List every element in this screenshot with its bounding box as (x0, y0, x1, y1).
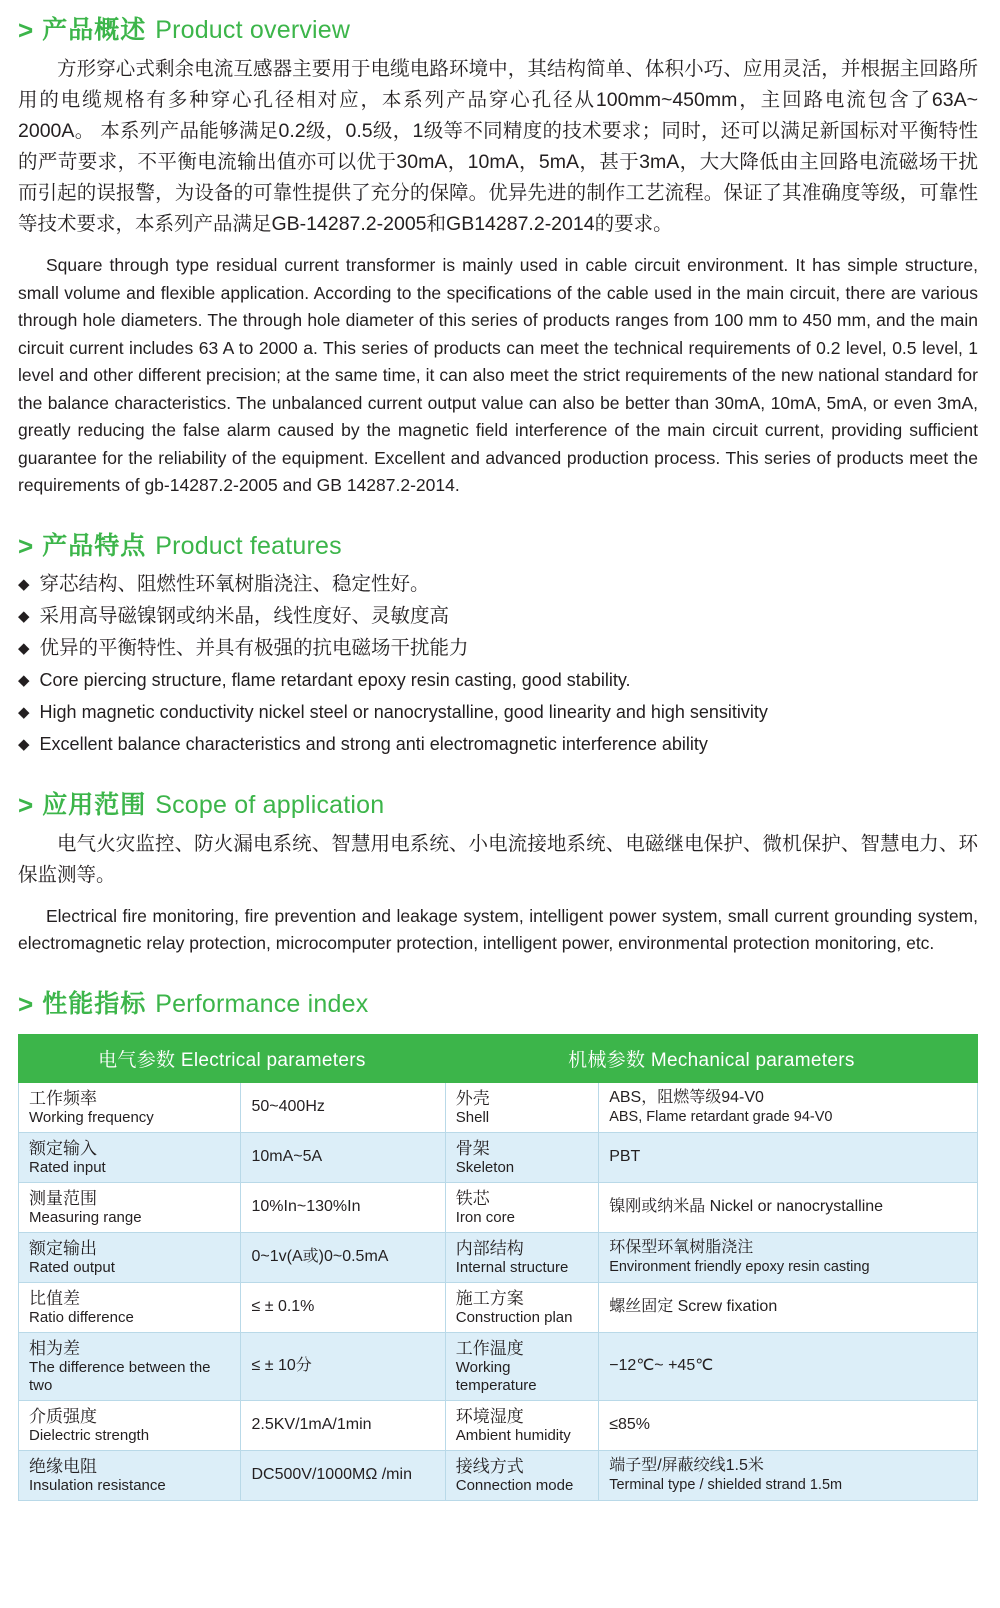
label-cn: 比值差 (29, 1288, 80, 1308)
cell-electrical-label (19, 1182, 241, 1232)
label-cn: 环境湿度 (455, 1406, 524, 1426)
cell-electrical-value (241, 1232, 445, 1282)
list-item (18, 634, 978, 663)
label-en: The difference between the two (29, 1358, 211, 1394)
section-heading-overview (18, 10, 978, 46)
label-en: Dielectric strength (29, 1426, 150, 1444)
cell-electrical-label (19, 1082, 241, 1132)
value-en: Terminal type / shielded strand 1.5m (609, 1477, 843, 1493)
list-item (18, 730, 978, 759)
cell-mechanical-value (599, 1450, 978, 1500)
table-row (19, 1282, 978, 1332)
section-title-en: Product overview (155, 16, 351, 44)
cell-mechanical-label (445, 1132, 598, 1182)
table-row (19, 1082, 978, 1132)
value-cn: 端子型/屏蔽绞线1.5米 (609, 1457, 764, 1474)
cell-electrical-value (241, 1182, 445, 1232)
chevron-right-icon: > (18, 988, 34, 1019)
list-item (18, 666, 978, 695)
section-title-cn: 应用范围 (42, 790, 147, 819)
label-en: Ambient humidity (455, 1426, 571, 1444)
value: ≤ ± 10分 (251, 1357, 312, 1374)
table-row (19, 1182, 978, 1232)
value: 2.5KV/1mA/1min (251, 1416, 372, 1433)
value: 0~1v(A或)0~0.5mA (251, 1248, 389, 1265)
cell-electrical-label (19, 1132, 241, 1182)
header-electrical-en: Electrical parameters (180, 1049, 366, 1071)
label-cn: 施工方案 (455, 1288, 524, 1308)
header-electrical-cn: 电气参数 (98, 1049, 176, 1071)
value-en: ABS, Flame retardant grade 94-V0 (609, 1109, 833, 1125)
label-en: Insulation resistance (29, 1476, 166, 1494)
cell-electrical-value (241, 1450, 445, 1500)
label-en: Working frequency (29, 1108, 154, 1126)
value: DC500V/1000MΩ /min (251, 1466, 412, 1483)
label-en: Connection mode (455, 1476, 574, 1494)
section-title-en: Performance index (155, 989, 369, 1018)
label-cn: 额定输出 (29, 1238, 97, 1258)
label-en: Shell (455, 1108, 490, 1126)
label-cn: 工作频率 (29, 1088, 97, 1108)
feature-text-cn: 采用高导磁镍钢或纳米晶，线性度好、灵敏度高 (39, 604, 450, 627)
label-cn: 工作温度 (455, 1338, 524, 1358)
label-cn: 额定输入 (29, 1138, 97, 1158)
label-cn: 内部结构 (455, 1238, 524, 1258)
table-row (19, 1232, 978, 1282)
cell-electrical-value (241, 1132, 445, 1182)
cell-mechanical-label (445, 1082, 598, 1132)
value: 50~400Hz (251, 1098, 325, 1115)
section-heading-features (18, 526, 978, 562)
chevron-right-icon: > (18, 15, 34, 45)
section-heading-performance (18, 984, 978, 1020)
overview-paragraph-en: Square through type residual current transformer is mainly used in cable circuit environment. It has simple structure, small volume and flexible application. According to the specifications of the cable used in the main circuit, there are various through hole diameters. The through hole diameter of this series of products ranges from 100 mm to 450 mm, and the main circuit current includes 63 A to 2000 a. This series of products can meet the technical requirements of 0.2 level, 0.5 level, 1 level and other different precision; at the same time, it can also meet the strict requirements of the new national standard for the balance characteristics. The unbalanced current output value can also be better than 30mA, 10mA, 5mA, or even 3mA, greatly reducing the false alarm caused by the magnetic field interference of the main circuit current, providing sufficient guarantee for the reliability of the equipment. Excellent and advanced production process. This series of products meet the requirements of gb-14287.2-2005 and GB 14287.2-2014. (18, 255, 978, 495)
cell-mechanical-label (445, 1450, 598, 1500)
label-en: Rated input (29, 1158, 106, 1176)
feature-text-cn: 穿芯结构、阻燃性环氧树脂浇注、稳定性好。 (39, 572, 430, 595)
chevron-right-icon: > (18, 530, 34, 561)
table-row (19, 1400, 978, 1450)
section-title-cn: 性能指标 (42, 989, 147, 1018)
label-cn: 骨架 (455, 1138, 490, 1158)
label-en: Measuring range (29, 1208, 142, 1226)
diamond-bullet-icon: ◆ (18, 639, 30, 657)
section-title-en: Scope of application (155, 790, 385, 819)
label-cn: 接线方式 (455, 1456, 524, 1476)
cell-electrical-label (19, 1400, 241, 1450)
label-en: Internal structure (455, 1258, 569, 1276)
cell-electrical-value (241, 1400, 445, 1450)
cell-electrical-value (241, 1082, 445, 1132)
cell-mechanical-label (445, 1332, 598, 1400)
diamond-bullet-icon: ◆ (18, 735, 30, 753)
label-cn: 介质强度 (29, 1406, 97, 1426)
scope-paragraph-cn: 电气火灾监控、防火漏电系统、智慧用电系统、小电流接地系统、电磁继电保护、微机保护、智慧电力、环保监测等。 (18, 832, 978, 886)
value-cn: 螺丝固定 Screw fixation (609, 1298, 778, 1315)
diamond-bullet-icon: ◆ (18, 671, 30, 689)
scope-paragraph-en: Electrical fire monitoring, fire prevention and leakage system, intelligent power system, small current grounding system, electromagnetic relay protection, microcomputer protection, intelligent power, environmental protection monitoring, etc. (18, 905, 978, 953)
feature-text-cn: 优异的平衡特性、并具有极强的抗电磁场干扰能力 (39, 636, 469, 659)
label-cn: 绝缘电阻 (29, 1456, 97, 1476)
features-list (18, 570, 978, 759)
list-item (18, 570, 978, 599)
cell-electrical-label (19, 1450, 241, 1500)
section-performance-index (18, 984, 978, 1501)
header-mechanical-en: Mechanical parameters (650, 1049, 855, 1071)
cell-mechanical-label (445, 1182, 598, 1232)
section-product-features (18, 526, 978, 759)
overview-paragraph-cn: 方形穿心式剩余电流互感器主要用于电缆电路环境中，其结构简单、体积小巧、应用灵活，并根据主回路所用的电缆规格有多种穿心孔径相对应，本系列产品穿心孔径从100mm~450mm，主回路电流包含了63A~ 2000A。 本系列产品能够满足0.2级，0.5级，1级等不同精度的技术要求；同时，还可以满足新国标对平衡特性的严苛要求，不平衡电流输出值亦可以优于30mA，10mA，5mA，甚于3mA，大大降低由主回路电流磁场干扰而引起的误报警，为设备的可靠性提供了充分的保障。优异先进的制作工艺流程。保证了其准确度等级，可靠性等技术要求，本系列产品满足GB-14287.2-2005和GB14287.2-2014的要求。 (18, 58, 978, 235)
section-heading-scope (18, 785, 978, 821)
cell-electrical-label (19, 1282, 241, 1332)
performance-index-table (18, 1034, 978, 1501)
value-cn: PBT (609, 1148, 641, 1165)
section-title-cn: 产品概述 (42, 16, 147, 44)
cell-mechanical-value (599, 1282, 978, 1332)
cell-electrical-label (19, 1332, 241, 1400)
cell-mechanical-label (445, 1400, 598, 1450)
value: 10mA~5A (251, 1148, 323, 1165)
cell-mechanical-value (599, 1232, 978, 1282)
section-scope-of-application (18, 785, 978, 958)
cell-mechanical-label (445, 1232, 598, 1282)
cell-mechanical-label (445, 1282, 598, 1332)
label-en: Working temperature (455, 1358, 537, 1394)
label-en: Construction plan (455, 1308, 573, 1326)
cell-electrical-value (241, 1282, 445, 1332)
section-title-cn: 产品特点 (42, 531, 147, 560)
value-cn: −12℃~ +45℃ (609, 1357, 714, 1374)
cell-mechanical-value (599, 1082, 978, 1132)
label-en: Skeleton (455, 1158, 515, 1176)
cell-electrical-label (19, 1232, 241, 1282)
chevron-right-icon: > (18, 789, 34, 820)
header-mechanical-cn: 机械参数 (568, 1049, 646, 1071)
diamond-bullet-icon: ◆ (18, 607, 30, 625)
label-cn: 外壳 (455, 1088, 490, 1108)
table-header-row (19, 1034, 978, 1082)
label-en: Iron core (455, 1208, 515, 1226)
feature-text-en: Core piercing structure, flame retardant epoxy resin casting, good stability. (39, 669, 631, 690)
label-cn: 测量范围 (29, 1188, 97, 1208)
cell-electrical-value (241, 1332, 445, 1400)
cell-mechanical-value (599, 1182, 978, 1232)
value-cn: 环保型环氧树脂浇注 (609, 1239, 754, 1256)
feature-text-en: High magnetic conductivity nickel steel or nanocrystalline, good linearity and high sensitivity (39, 701, 768, 722)
value: 10%In~130%In (251, 1198, 361, 1215)
cell-mechanical-value (599, 1332, 978, 1400)
table-header-electrical (19, 1034, 446, 1082)
list-item (18, 602, 978, 631)
value-cn: ≤85% (609, 1416, 650, 1433)
table-header-mechanical (445, 1034, 977, 1082)
feature-text-en: Excellent balance characteristics and strong anti electromagnetic interference ability (39, 733, 708, 754)
diamond-bullet-icon: ◆ (18, 575, 30, 593)
table-row (19, 1332, 978, 1400)
value-en: Environment friendly epoxy resin casting (609, 1259, 870, 1275)
diamond-bullet-icon: ◆ (18, 703, 30, 721)
label-en: Rated output (29, 1258, 115, 1276)
value-cn: 镍刚或纳米晶 Nickel or nanocrystalline (609, 1198, 884, 1215)
table-row (19, 1450, 978, 1500)
label-cn: 相为差 (29, 1338, 80, 1358)
label-en: Ratio difference (29, 1308, 134, 1326)
section-product-overview (18, 10, 978, 500)
section-title-en: Product features (155, 531, 342, 560)
table-row (19, 1132, 978, 1182)
cell-mechanical-value (599, 1132, 978, 1182)
value-cn: ABS，阻燃等级94-V0 (609, 1089, 764, 1106)
label-cn: 铁芯 (455, 1188, 490, 1208)
cell-mechanical-value (599, 1400, 978, 1450)
list-item (18, 698, 978, 727)
value: ≤ ± 0.1% (251, 1298, 315, 1315)
